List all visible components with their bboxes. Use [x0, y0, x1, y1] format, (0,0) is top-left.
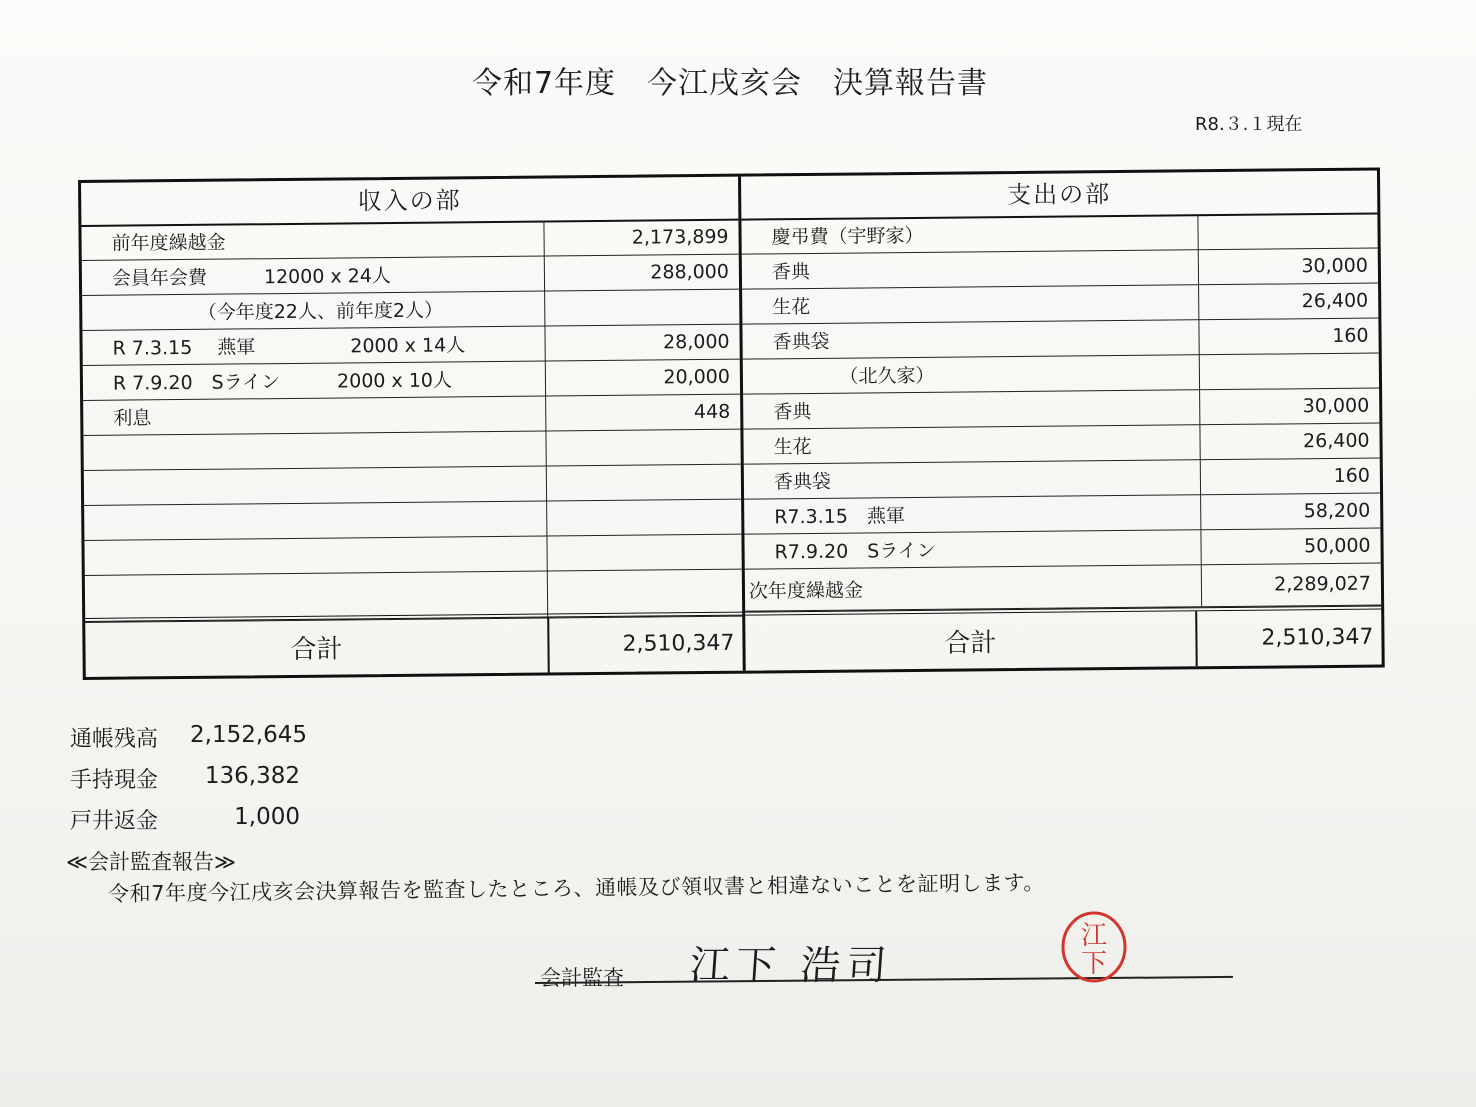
expense-row-amount: 58,200: [1200, 493, 1380, 530]
expense-total-label: 合計: [944, 628, 997, 659]
expense-row-label: 香典: [773, 400, 812, 424]
balance-label: 通帳残高: [70, 727, 159, 752]
income-row-amount: 20,000: [545, 359, 740, 396]
income-row-amount: [546, 534, 741, 571]
income-row-amount: 448: [545, 394, 740, 431]
expense-row-label: 生花: [773, 435, 812, 459]
svg-text:江: 江: [1080, 921, 1108, 951]
income-row-label: 会員年会費 12000 x 24人: [111, 265, 391, 290]
expense-row-label: 生花: [772, 295, 811, 319]
expense-row-label: 慶弔費（宇野家）: [771, 224, 924, 249]
expense-header: 支出の部: [741, 171, 1377, 221]
income-total-label: 合計: [290, 634, 343, 665]
expense-row-amount: [1197, 213, 1377, 250]
svg-text:下: 下: [1080, 949, 1108, 979]
balance-value: 1,000: [234, 804, 300, 830]
balance-label: 手持現金: [70, 768, 159, 793]
income-header: 収入の部: [81, 177, 738, 227]
settlement-table-wrapper: [78, 167, 1393, 685]
auditor-label: 会計監査: [540, 966, 624, 990]
expense-total-row: [745, 606, 1382, 671]
income-row-amount: [546, 464, 741, 501]
expense-row-amount: 26,400: [1198, 283, 1378, 320]
expense-row-amount: 30,000: [1198, 248, 1378, 285]
expense-row-label: 次年度繰越金: [748, 578, 864, 603]
expense-row-amount: [1199, 353, 1379, 390]
expense-row-label: R7.9.20 Sライン: [774, 539, 936, 564]
balance-value: 136,382: [204, 763, 300, 789]
income-row-amount: [546, 499, 741, 536]
income-row-amount: [545, 429, 740, 466]
audit-heading: ≪会計監査報告≫: [66, 850, 236, 874]
report-date: R8.３.１現在: [1195, 114, 1303, 135]
audit-statement: 令和7年度今江戌亥会決算報告を監査したところ、通帳及び領収書と相違ないことを証明します。: [108, 870, 1045, 906]
seal-stamp-icon: [1060, 910, 1128, 984]
balance-value: 2,152,645: [190, 722, 308, 748]
balance-label: 戸井返金: [70, 809, 159, 834]
income-row-label: R 7.9.20 Sライン 2000 x 10人: [112, 369, 453, 395]
income-row-amount: [547, 569, 742, 618]
income-row-label: 前年度繰越金: [111, 231, 226, 255]
expense-row-amount: 160: [1200, 458, 1380, 495]
income-row-amount: 288,000: [544, 254, 739, 291]
income-section: [81, 177, 746, 677]
expense-section: [741, 171, 1382, 671]
income-row-label: R 7.3.15 燕軍 2000 x 14人: [112, 334, 466, 360]
expense-row-label: R7.3.15 燕軍: [774, 505, 906, 529]
auditor-signature: 江下 浩司: [688, 943, 895, 989]
income-row-amount: [544, 289, 739, 326]
expense-row-label: 香典袋: [772, 330, 830, 354]
report-title: 令和7年度 今江戌亥会 決算報告書: [471, 66, 989, 101]
expense-row-label: 香典: [771, 260, 811, 284]
expense-row-amount: 160: [1198, 318, 1378, 355]
expense-row-amount: 2,289,027: [1201, 563, 1381, 607]
expense-row-label: 香典袋: [773, 470, 832, 494]
expense-row: [745, 563, 1381, 612]
settlement-table: [78, 168, 1385, 680]
income-row-amount: 28,000: [544, 324, 739, 361]
income-total-amount: 2,510,347: [547, 616, 743, 673]
income-row-amount: 2,173,899: [543, 219, 738, 256]
expense-row-label: （北久家）: [772, 364, 935, 389]
expense-row-amount: 50,000: [1200, 528, 1380, 565]
expense-total-amount: 2,510,347: [1195, 610, 1382, 667]
expense-row-amount: 26,400: [1199, 423, 1379, 460]
income-row-label: 利息: [113, 407, 152, 430]
income-total-row: [85, 612, 743, 677]
expense-row-amount: 30,000: [1199, 388, 1379, 425]
income-row-label: （今年度22人、前年度2人）: [112, 299, 444, 325]
